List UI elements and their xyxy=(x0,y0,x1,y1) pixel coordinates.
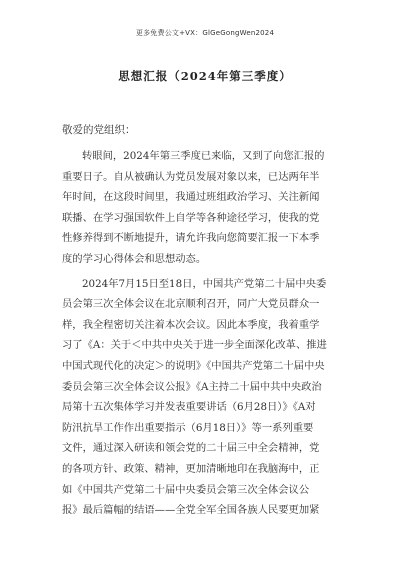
text-line: 联播、在学习强国软件上自学等各种途径学习，使我的党 xyxy=(62,211,320,224)
paragraph-1 xyxy=(62,146,354,270)
body-text xyxy=(62,146,354,521)
salutation: 敬爱的党组织： xyxy=(62,124,136,136)
paragraph-2 xyxy=(62,274,354,521)
text-line: 中国式现代化的决定＞的说明》《中国共产党第二十届中央 xyxy=(62,359,325,372)
text-line: 样，我全程密切关注着本次会议。因此本季度，我着重学 xyxy=(62,318,320,331)
text-line: 度的学习心得体会和思想动态。 xyxy=(62,252,207,265)
text-line: 局第十五次集体学习并发表重要讲话（6月28日）》《A对 xyxy=(62,401,316,414)
text-line: 重要日子。自从被确认为党员发展对象以来，已达两年半 xyxy=(62,170,320,183)
text-line: 年时间，在这段时间里，我通过班组政治学习、关注新闻 xyxy=(62,191,320,204)
text-line: 转眼间，2024年第三季度已来临，又到了向您汇报的 xyxy=(82,150,325,162)
text-line: 员会第三次全体会议在北京顺利召开，同广大党员群众一 xyxy=(62,298,320,311)
text-line: 的各项方针、政策、精神，更加清晰地印在我脑海中，正 xyxy=(62,462,320,475)
page-title: 思想汇报（2024年第三季度） xyxy=(118,69,292,83)
text-line: 防汛抗旱工作作出重要指示（6月18日）》等一系列重要 xyxy=(62,421,314,434)
text-line: 性修养得到不断地提升，请允许我向您简要汇报一下本季 xyxy=(62,232,320,245)
text-line: 报》最后篇幅的结语——全党全军全国各族人民要更加紧 xyxy=(62,504,320,517)
header-note: 更多免费公文+VX：GlGeGongWen2024 xyxy=(135,29,275,37)
text-line: 委员会第三次全体会议公报》《A主持二十届中共中央政治 xyxy=(62,380,322,393)
text-line: 习了《A：关于＜中共中央关于进一步全面深化改革、推进 xyxy=(62,339,327,352)
text-line: 文件，通过深入研读和领会党的二十届三中全会精神，党 xyxy=(62,442,320,455)
text-line: 2024年7月15日至18日，中国共产党第二十届中央委 xyxy=(82,277,327,290)
text-line: 如《中国共产党第二十届中央委员会第三次全体会议公 xyxy=(62,483,310,496)
